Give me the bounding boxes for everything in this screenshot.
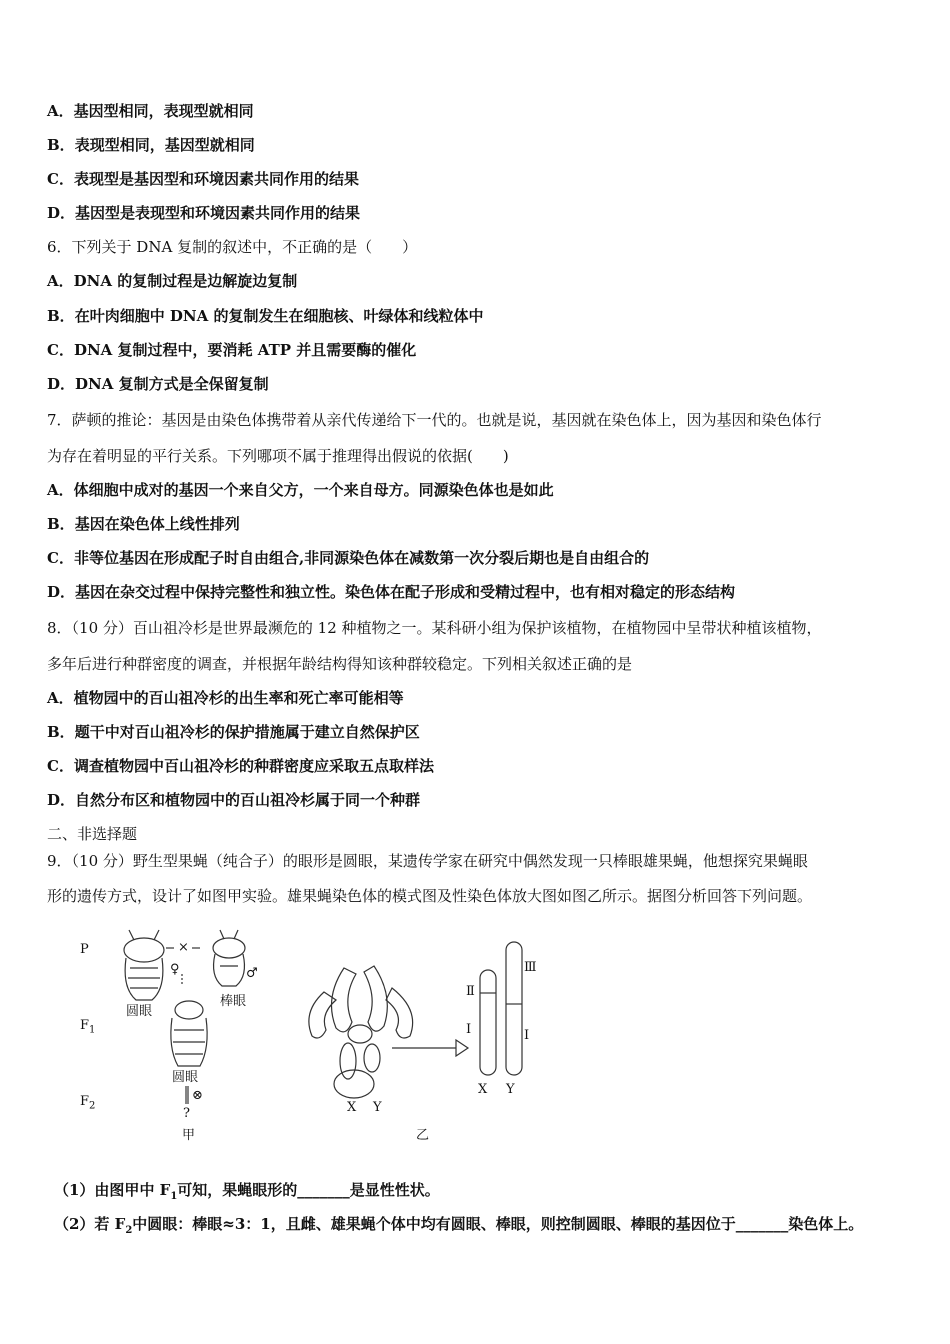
label-y-big: Y [506, 1082, 515, 1097]
chromosome-set-drawing [309, 966, 413, 1098]
label-region-i-x: Ⅰ [466, 1022, 472, 1037]
label-bar-eye: 棒眼 [220, 994, 247, 1009]
label-region-i-y: Ⅰ [524, 1028, 530, 1043]
q7-option-a: A．体细胞中成对的基因一个来自父方，一个来自母方。同源染色体也是如此 [47, 481, 554, 499]
q5-option-d: D．基因型是表现型和环境因素共同作用的结果 [47, 204, 361, 222]
q6-option-a: A．DNA 的复制过程是边解旋边复制 [47, 272, 298, 290]
label-yi: 乙 [416, 1128, 430, 1143]
q9-stem-line2: 形的遗传方式，设计了如图甲实验。雄果蝇染色体的模式图及性染色体放大图如图乙所示。据图分析回答下列问题。 [47, 887, 813, 905]
cross-symbol: × [178, 940, 189, 955]
f1-fly-drawing [171, 1001, 207, 1066]
label-x-small: X [347, 1100, 357, 1115]
q7-option-b: B．基因在染色体上线性排列 [47, 515, 240, 533]
q5-option-c: C．表现型是基因型和环境因素共同作用的结果 [47, 170, 359, 188]
q7-option-c: C．非等位基因在形成配子时自由组合,非同源染色体在减数第一次分裂后期也是自由组合的 [47, 549, 650, 567]
q6-option-d: D．DNA 复制方式是全保留复制 [47, 375, 269, 393]
q6-option-b: B．在叶肉细胞中 DNA 的复制发生在细胞核、叶绿体和线粒体中 [47, 307, 484, 325]
q8-stem-line1: 8．（10 分）百山祖冷杉是世界最濒危的 12 种植物之一。某科研小组为保护该植物，在植物园中呈带状种植该植物， [47, 619, 822, 637]
section-title: 二、非选择题 [47, 825, 138, 843]
q8-stem-line2: 多年后进行种群密度的调查，并根据年龄结构得知该种群较稳定。下列相关叙述正确的是 [47, 655, 633, 673]
label-region-ii: Ⅱ [466, 984, 475, 999]
q9-stem-line1: 9．（10 分）野生型果蝇（纯合子）的眼形是圆眼，某遗传学家在研究中偶然发现一只棒眼雄果蝇，他想探究果蝇眼 [47, 852, 808, 870]
q9-subquestion-2: （2）若 $F_2$中圆眼：棒眼≈3：1，且雌、雄果蝇个体中均有圆眼、棒眼，则控制圆眼、棒眼的基因位于_______染色体上。 [54, 1215, 864, 1236]
q7-stem-line1: 7．萨顿的推论：基因是由染色体携带着从亲代传递给下一代的。也就是说，基因就在染色体上，因为基因和染色体行 [47, 411, 822, 429]
figure-drawing [74, 918, 544, 1153]
q6-stem: 6．下列关于 DNA 复制的叙述中，不正确的是（ ） [47, 238, 418, 256]
q9-subquestion-1: （1）由图甲中 $F_1$可知，果蝇眼形的_______是显性性状。 [54, 1181, 440, 1202]
label-p: P [80, 942, 89, 957]
q8-option-a: A．植物园中的百山祖冷杉的出生率和死亡率可能相等 [47, 689, 404, 707]
q7-option-d: D．基因在杂交过程中保持完整性和独立性。染色体在配子形成和受精过程中，也有相对稳定的形态结构 [47, 583, 736, 601]
label-region-iii: Ⅲ [524, 960, 537, 975]
selfing-symbol: ⊗ [192, 1088, 203, 1103]
female-fly-drawing [124, 930, 164, 1000]
male-symbol: ♂ [246, 966, 258, 981]
label-f1: $F_1$ [80, 1018, 96, 1036]
q6-option-c: C．DNA 复制过程中，要消耗 ATP 并且需要酶的催化 [47, 341, 417, 359]
q9-figure [74, 918, 544, 1153]
label-y-small: Y [373, 1100, 382, 1115]
question-mark: ? [183, 1106, 190, 1121]
q7-stem-line2: 为存在着明显的平行关系。下列哪项不属于推理得出假说的依据( ) [47, 447, 509, 465]
q5-option-b: B．表现型相同，基因型就相同 [47, 136, 255, 154]
label-x-big: X [478, 1082, 488, 1097]
label-jia: 甲 [182, 1128, 196, 1143]
female-symbol: ♀ [170, 962, 180, 977]
x-chromosome-enlarged-drawing [480, 970, 496, 1075]
male-fly-drawing [213, 930, 245, 986]
q8-option-d: D．自然分布区和植物园中的百山祖冷杉属于同一个种群 [47, 791, 421, 809]
q5-option-a: A．基因型相同，表现型就相同 [47, 102, 254, 120]
q8-option-c: C．调查植物园中百山祖冷杉的种群密度应采取五点取样法 [47, 757, 434, 775]
y-chromosome-enlarged-drawing [506, 942, 522, 1075]
label-f1-round-eye: 圆眼 [172, 1070, 199, 1085]
q8-option-b: B．题干中对百山祖冷杉的保护措施属于建立自然保护区 [47, 723, 420, 741]
label-round-eye: 圆眼 [126, 1004, 153, 1019]
label-f2: $F_2$ [80, 1094, 96, 1112]
